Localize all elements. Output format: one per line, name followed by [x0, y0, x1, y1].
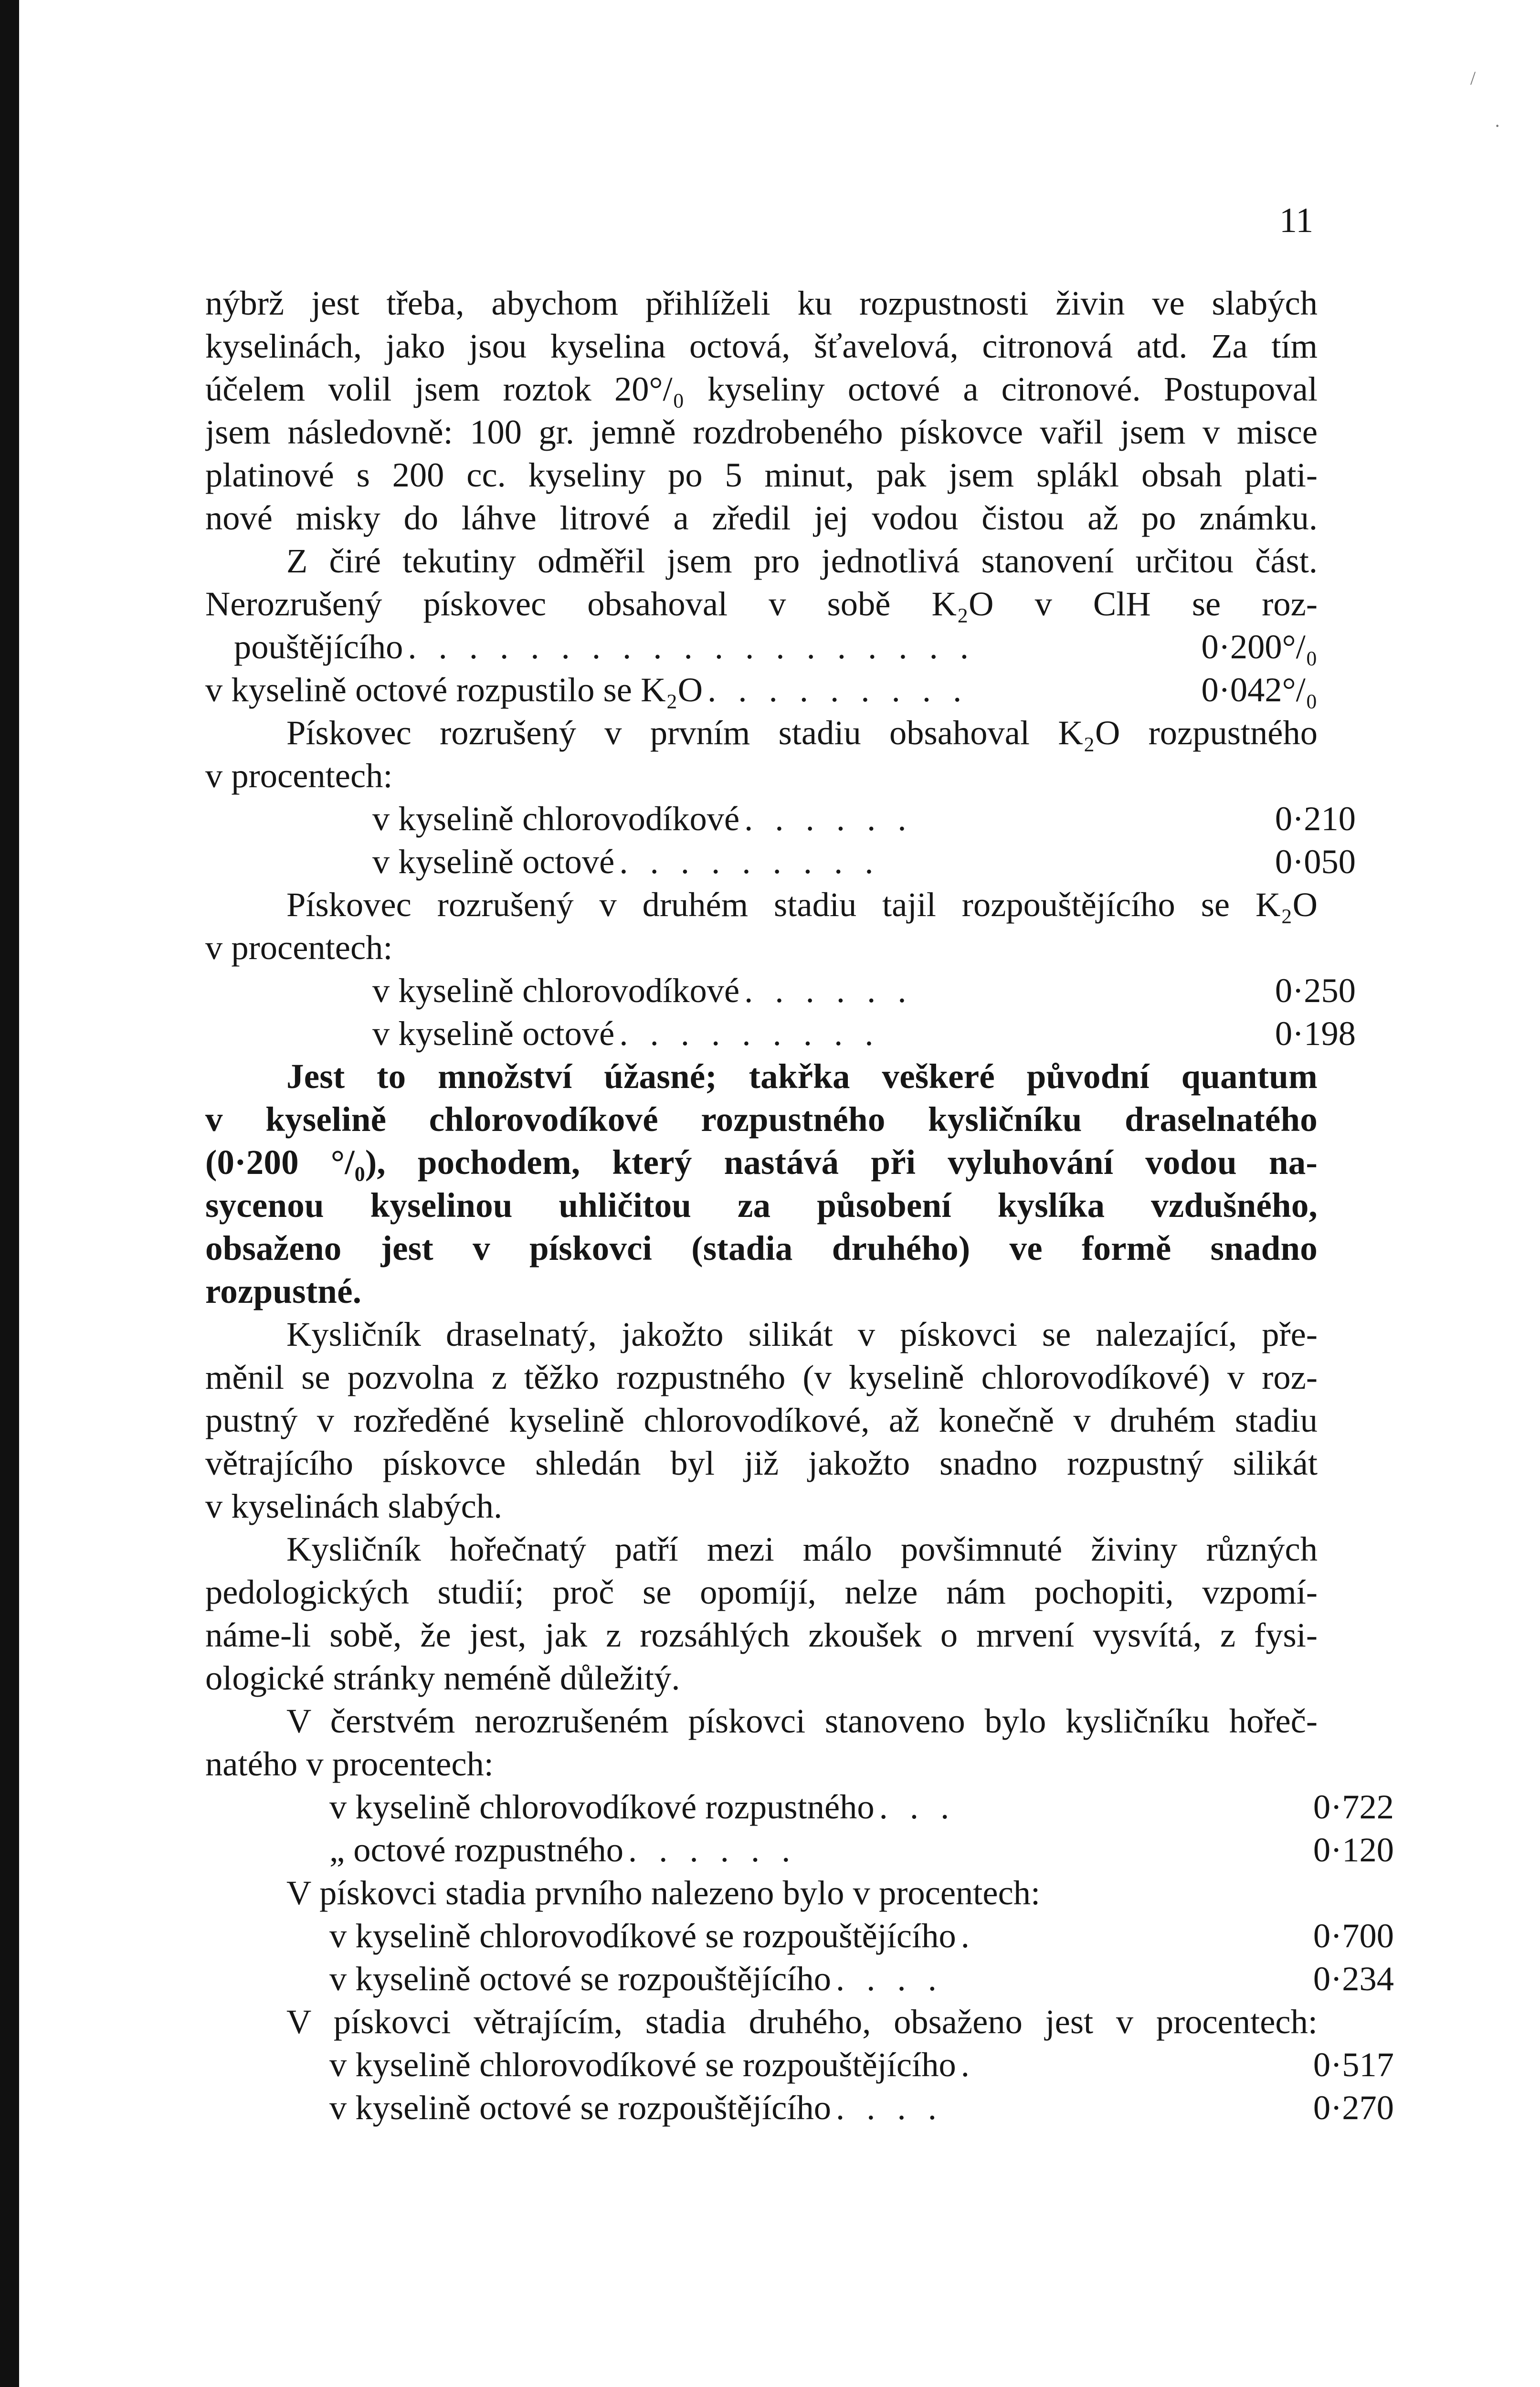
text-line: Kysličník hořečnatý patří mezi málo povšimnuté živiny různých: [286, 1530, 1318, 1568]
text-line: měnil se pozvolna z těžko rozpustného (v kyselině chlorovodíkové) v roz-: [205, 1358, 1318, 1396]
row-label: „ octové rozpustného: [329, 1830, 624, 1869]
paragraph-measurement: Z čiré tekutiny odměřil jsem pro jednotlivá stanovení určitou část.: [286, 541, 1318, 580]
leader-dots: . . . .: [835, 2088, 943, 2127]
text-line: platinové s 200 cc. kyseliny po 5 minut, pak jsem splákl obsah plati-: [205, 455, 1318, 494]
row-value: 0·050: [1275, 842, 1356, 881]
page-text: [205, 282, 1394, 2129]
leader-dots: . . .: [879, 1787, 956, 1826]
row-value: 0·210: [1275, 799, 1356, 838]
scan-speck: /: [1470, 67, 1476, 89]
leader-dots: . . . . . .: [744, 799, 913, 838]
leader-dots: . . . . . . . . .: [619, 842, 880, 881]
scan-border: [0, 0, 19, 2387]
leader-dots: .: [960, 2045, 976, 2084]
value-row: [205, 1957, 1394, 2000]
row-label: pouštějícího: [234, 627, 403, 666]
paragraph-potassium: [205, 1313, 1318, 1528]
bold-line: obsaženo jest v pískovci (stadia druhého) ve formě snadno: [205, 1229, 1318, 1267]
paragraph-fresh-sandstone: Nerozrušený pískovec obsahoval v sobě K₂O v ClH se roz-: [205, 584, 1318, 623]
text-line: ologické stránky neméně důležitý.: [205, 1658, 680, 1697]
row-label: v kyselině chlorovodíkové rozpustného: [329, 1787, 875, 1826]
row-label: v kyselině octové: [372, 1014, 615, 1053]
row-value: 0·517: [1313, 2045, 1394, 2084]
row-value: 0·120: [1313, 1830, 1394, 1869]
row-value: 0·042°/₀: [1201, 670, 1318, 709]
leader-dots: . . . . . .: [628, 1830, 797, 1869]
row-label: v kyselině chlorovodíkové: [372, 971, 740, 1010]
leader-dots: . . . . . . . . . . . . . . . . . . .: [408, 627, 976, 666]
value-row: [205, 969, 1356, 1012]
row-label: v kyselině octové se rozpouštějícího: [329, 1959, 831, 1998]
bold-line: Jest to množství úžasné; takřka veškeré původní quantum: [286, 1057, 1318, 1096]
bold-line: v kyselině chlorovodíkové rozpustného kysličníku draselnatého: [205, 1100, 1318, 1139]
row-value: 0·250: [1275, 971, 1356, 1010]
scan-speck: ·: [1494, 115, 1501, 137]
row-label: v kyselině chlorovodíkové se rozpouštějícího: [329, 1916, 956, 1955]
row-value: 0·198: [1275, 1014, 1356, 1053]
row-label: v kyselině chlorovodíkové: [372, 799, 740, 838]
leader-dots: . . . . . .: [744, 971, 913, 1010]
value-row: [205, 2086, 1394, 2129]
bold-line: sycenou kyselinou uhličitou za působení kyslíka vzdušného,: [205, 1186, 1318, 1225]
value-row: [205, 2043, 1394, 2086]
value-row: [205, 625, 1318, 668]
text-line: nýbrž jest třeba, abychom přihlíželi ku rozpustnosti živin ve slabých: [205, 284, 1318, 322]
row-value: 0·700: [1313, 1916, 1394, 1955]
row-label: v kyselině octové rozpustilo se K₂O: [205, 670, 703, 709]
bold-conclusion: [205, 1055, 1318, 1313]
text-line: jsem následovně: 100 gr. jemně rozdrobeného pískovce vařil jsem v misce: [205, 412, 1318, 451]
mg-intro: V čerstvém nerozrušeném pískovci stanoveno bylo kysličníku hořeč-: [286, 1701, 1318, 1740]
value-row: [205, 1914, 1394, 1957]
row-label: v kyselině chlorovodíkové se rozpouštějícího: [329, 2045, 956, 2084]
text-line: pedologických studií; proč se opomíjí, nelze nám pochopiti, vzpomí-: [205, 1573, 1318, 1611]
mg-stage1-intro: V pískovci stadia prvního nalezeno bylo v procentech:: [286, 1873, 1041, 1912]
bold-line: (0·200 °/₀), pochodem, který nastává při vyluhování vodou na-: [205, 1143, 1318, 1182]
mg-intro-cont: natého v procentech:: [205, 1744, 494, 1783]
value-row: [205, 840, 1356, 883]
bold-line: rozpustné.: [205, 1272, 362, 1310]
row-value: 0·200°/₀: [1201, 627, 1318, 666]
row-value: 0·270: [1313, 2088, 1394, 2127]
row-value: 0·722: [1313, 1787, 1394, 1826]
leader-dots: . . . . . . . . .: [619, 1014, 880, 1053]
value-row: [205, 1785, 1394, 1828]
stage2-intro-cont: v procentech:: [205, 928, 393, 967]
text-line: nové misky do láhve litrové a zředil jej vodou čistou až po známku.: [205, 498, 1318, 537]
leader-dots: . . . . . . . . .: [707, 670, 969, 709]
value-row: [205, 797, 1356, 840]
leader-dots: . . . .: [835, 1959, 943, 1998]
text-line: větrajícího pískovce shledán byl již jakožto snadno rozpustný silikát: [205, 1444, 1318, 1482]
text-line: pustný v rozředěné kyselině chlorovodíkové, až konečně v druhém stadiu: [205, 1401, 1318, 1439]
row-label: v kyselině octové se rozpouštějícího: [329, 2088, 831, 2127]
value-row: [205, 1012, 1356, 1055]
text-line: Kysličník draselnatý, jakožto silikát v pískovci se nalezající, pře-: [286, 1315, 1318, 1353]
paragraph-solvent-method: [205, 282, 1318, 539]
value-row: [205, 1828, 1394, 1871]
stage2-intro: Pískovec rozrušený v druhém stadiu tajil rozpouštějícího se K₂O: [286, 885, 1318, 924]
row-value: 0·234: [1313, 1959, 1394, 1998]
paragraph-magnesium: [205, 1528, 1318, 1700]
text-line: v kyselinách slabých.: [205, 1487, 503, 1525]
stage1-intro-cont: v procentech:: [205, 756, 393, 795]
text-line: náme-li sobě, že jest, jak z rozsáhlých zkoušek o mrvení vysvítá, z fysi-: [205, 1616, 1318, 1654]
mg-stage2-intro: V pískovci větrajícím, stadia druhého, obsaženo jest v procentech:: [286, 2002, 1318, 2041]
text-line: účelem volil jsem roztok 20°/₀ kyseliny octové a citronové. Postupoval: [205, 370, 1318, 408]
value-row: [205, 668, 1318, 711]
text-line: kyselinách, jako jsou kyselina octová, šťavelová, citronová atd. Za tím: [205, 327, 1318, 365]
page-number: 11: [1279, 201, 1314, 240]
stage1-intro: Pískovec rozrušený v prvním stadiu obsahoval K₂O rozpustného: [286, 713, 1318, 752]
row-label: v kyselině octové: [372, 842, 615, 881]
leader-dots: .: [960, 1916, 976, 1955]
